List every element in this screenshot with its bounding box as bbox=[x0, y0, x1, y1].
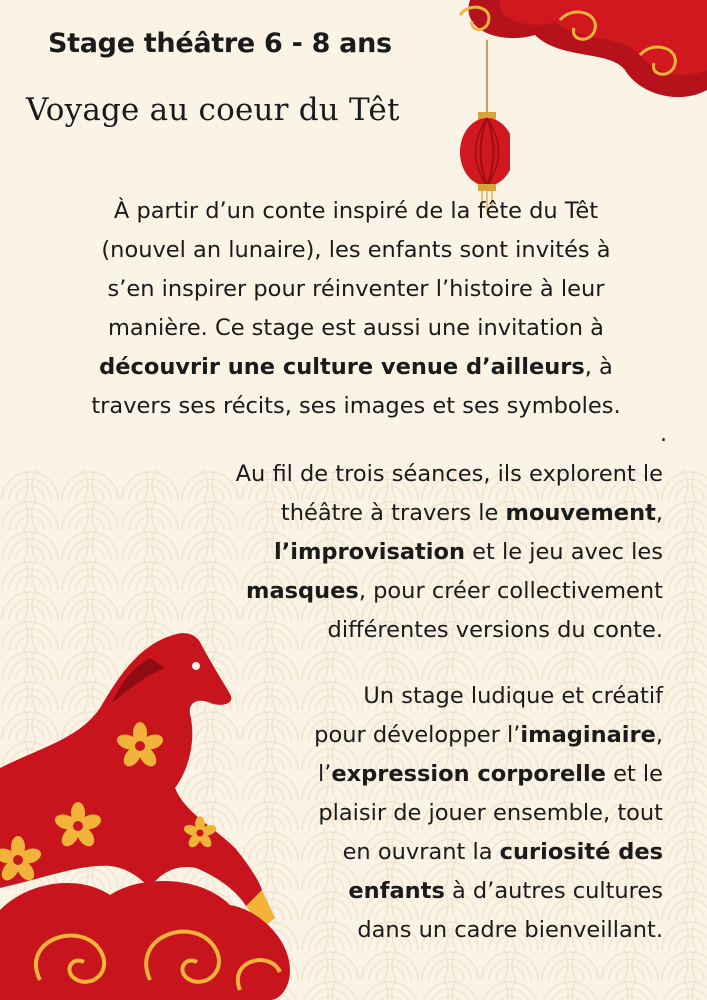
sessions-paragraph bbox=[140, 455, 663, 650]
text-line: dans un cadre bienveillant. bbox=[357, 917, 663, 943]
text-fragment: à d’autres cultures bbox=[444, 878, 663, 904]
text-fragment: l’ bbox=[317, 761, 332, 787]
text-fragment: théâtre à travers le bbox=[280, 500, 506, 526]
text-fragment: , bbox=[655, 722, 663, 748]
text-fragment: et le jeu avec les bbox=[464, 539, 663, 565]
text-fragment: , pour créer collectivement bbox=[358, 578, 663, 604]
text-line: différentes versions du conte. bbox=[327, 617, 663, 643]
bold-phrase: imaginaire bbox=[520, 722, 656, 748]
bold-phrase: mouvement bbox=[505, 500, 656, 526]
bold-phrase: curiosité des bbox=[499, 839, 663, 865]
closing-paragraph bbox=[238, 677, 663, 950]
text-fragment: , bbox=[655, 500, 663, 526]
bold-phrase: expression corporelle bbox=[331, 761, 606, 787]
text-line: (nouvel an lunaire), les enfants sont invités à bbox=[101, 237, 611, 263]
text-line: s’en inspirer pour réinventer l’histoire à leur bbox=[107, 276, 605, 302]
bold-phrase: enfants bbox=[348, 878, 445, 904]
text-line: manière. Ce stage est aussi une invitation à bbox=[108, 315, 604, 341]
text-fragment: pour développer l’ bbox=[314, 722, 521, 748]
bold-phrase: masques bbox=[246, 578, 359, 604]
bold-phrase: l’improvisation bbox=[274, 539, 465, 565]
text-line: plaisir de jouer ensemble, tout bbox=[318, 800, 663, 826]
text-line: À partir d’un conte inspiré de la fête du Têt bbox=[113, 198, 599, 224]
text-fragment: , à bbox=[584, 354, 613, 380]
stray-dot: . bbox=[660, 422, 667, 447]
intro-paragraph bbox=[26, 192, 686, 426]
page-title: Stage théâtre 6 - 8 ans bbox=[48, 28, 392, 59]
bold-phrase: découvrir une culture venue d’ailleurs bbox=[99, 354, 585, 380]
text-fragment: en ouvrant la bbox=[342, 839, 500, 865]
page-subtitle: Voyage au coeur du Têt bbox=[26, 92, 400, 128]
lantern-icon bbox=[440, 40, 510, 210]
text-line: Au fil de trois séances, ils explorent le bbox=[235, 461, 663, 487]
text-line: travers ses récits, ses images et ses symboles. bbox=[91, 393, 621, 419]
text-fragment: et le bbox=[605, 761, 663, 787]
text-line: Un stage ludique et créatif bbox=[363, 683, 663, 709]
